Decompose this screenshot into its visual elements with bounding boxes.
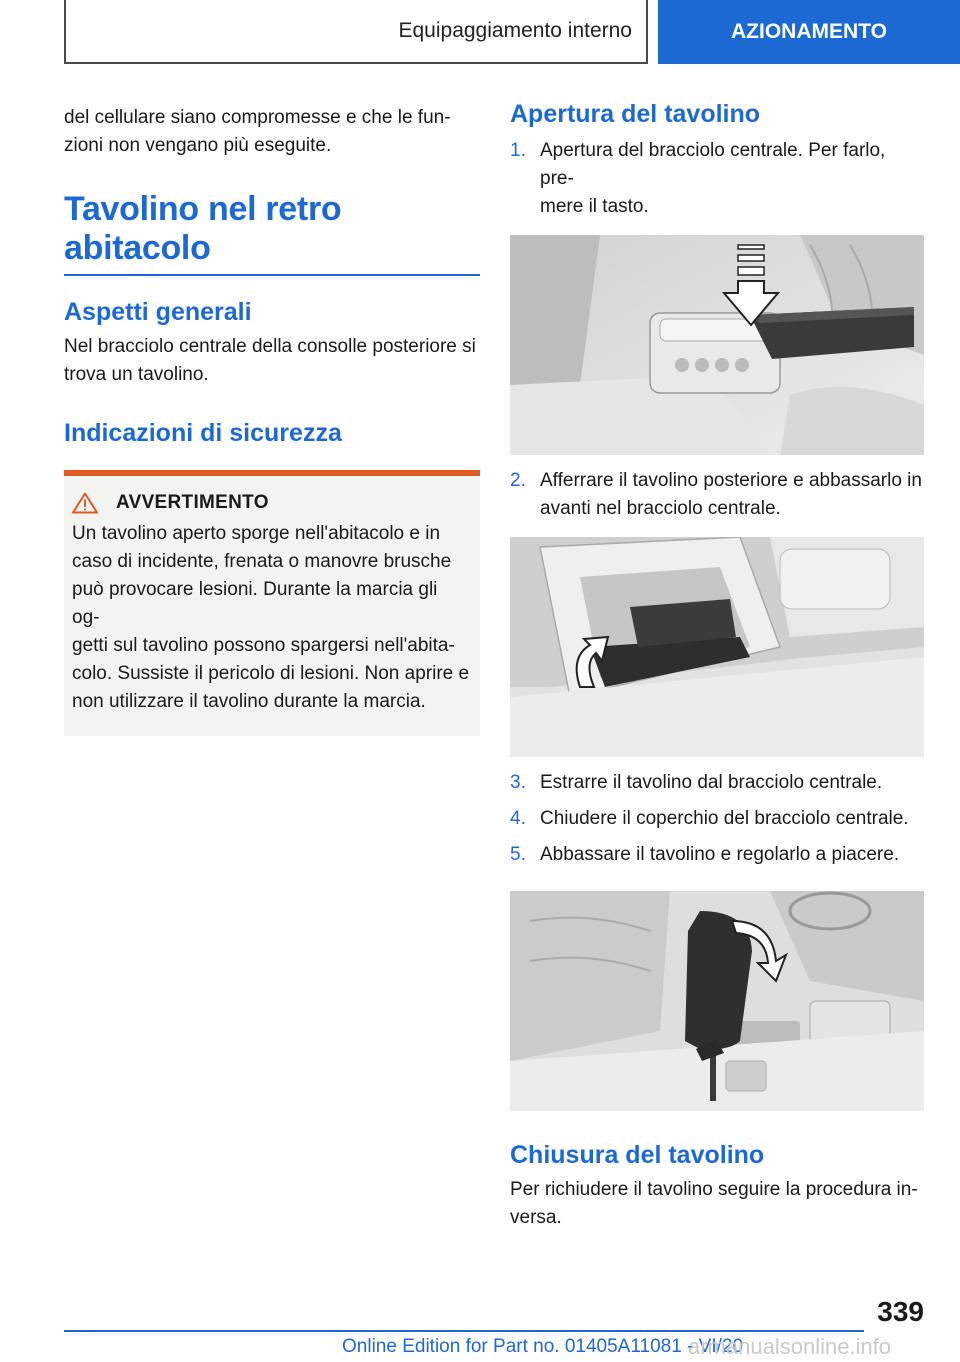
warning-box (64, 470, 480, 736)
table-adjust-illustration (510, 891, 924, 1111)
step-number: 3. (510, 772, 526, 793)
step-text: Estrarre il tavolino dal bracciolo centrale. (540, 772, 883, 793)
step-number: 5. (510, 844, 526, 865)
intro-line: del cellulare siano compromesse e che le fun- (64, 107, 451, 128)
intro-line: zioni non vengano più eseguite. (64, 135, 332, 156)
warning-line: non utilizzare il tavolino durante la marcia. (72, 691, 426, 712)
warning-line: getti sul tavolino possono spargersi nell'abita- (72, 635, 455, 656)
open-heading: Apertura del tavolino (510, 100, 761, 128)
step-text (540, 137, 924, 221)
warning-line: Un tavolino aperto sporge nell'abitacolo e in (72, 523, 441, 544)
safety-heading: Indicazioni di sicurezza (64, 419, 342, 447)
footer-rule (64, 1330, 864, 1332)
footer-edition: Online Edition for Part no. 01405A11081 - VI/20 (342, 1336, 744, 1357)
close-line: versa. (510, 1207, 562, 1228)
general-text (64, 333, 480, 389)
step-line: mere il tasto. (540, 196, 649, 217)
general-line: trova un tavolino. (64, 364, 209, 385)
warning-line: può provocare lesioni. Durante la marcia gli og- (72, 579, 438, 628)
close-line: Per richiudere il tavolino seguire la procedura in- (510, 1179, 918, 1200)
armrest-button-illustration (510, 235, 924, 455)
step-line: avanti nel bracciolo centrale. (540, 498, 781, 519)
table-fold-illustration (510, 537, 924, 757)
footer-watermark: armanualsonline.info (688, 1334, 892, 1359)
step-line: Afferrare il tavolino posteriore e abbassarlo in (540, 470, 922, 491)
page-number: 339 (877, 1296, 924, 1327)
step-number: 4. (510, 808, 526, 829)
close-text (510, 1176, 924, 1232)
right-column (510, 100, 924, 1232)
general-heading: Aspetti generali (64, 298, 252, 326)
step-1 (510, 137, 924, 221)
warning-title: AVVERTIMENTO (116, 492, 269, 513)
close-heading: Chiusura del tavolino (510, 1141, 765, 1169)
step-number: 2. (510, 470, 526, 491)
warning-header (72, 492, 470, 514)
header-section-label: Equipaggiamento interno (398, 19, 632, 42)
page-title: Tavolino nel retro abitacolo (64, 190, 480, 276)
intro-text (64, 104, 480, 160)
step-4 (510, 805, 924, 833)
header-section-tab (64, 0, 648, 64)
warning-text (72, 520, 470, 716)
step-3 (510, 769, 924, 797)
left-column (64, 104, 480, 736)
step-line: Apertura del bracciolo centrale. Per farlo, pre- (540, 140, 886, 189)
general-line: Nel bracciolo centrale della consolle posteriore si (64, 336, 476, 357)
warning-line: caso di incidente, frenata o manovre brusche (72, 551, 452, 572)
step-text (540, 467, 922, 523)
header-chapter-label: AZIONAMENTO (731, 20, 887, 43)
step-5 (510, 841, 924, 869)
step-text: Chiudere il coperchio del bracciolo centrale. (540, 808, 909, 829)
warning-triangle-icon (72, 492, 98, 514)
header-chapter-tab (658, 0, 960, 64)
step-2 (510, 467, 924, 523)
warning-line: colo. Sussiste il pericolo di lesioni. Non aprire e (72, 663, 470, 684)
step-text: Abbassare il tavolino e regolarlo a piacere. (540, 844, 900, 865)
step-number: 1. (510, 140, 526, 161)
